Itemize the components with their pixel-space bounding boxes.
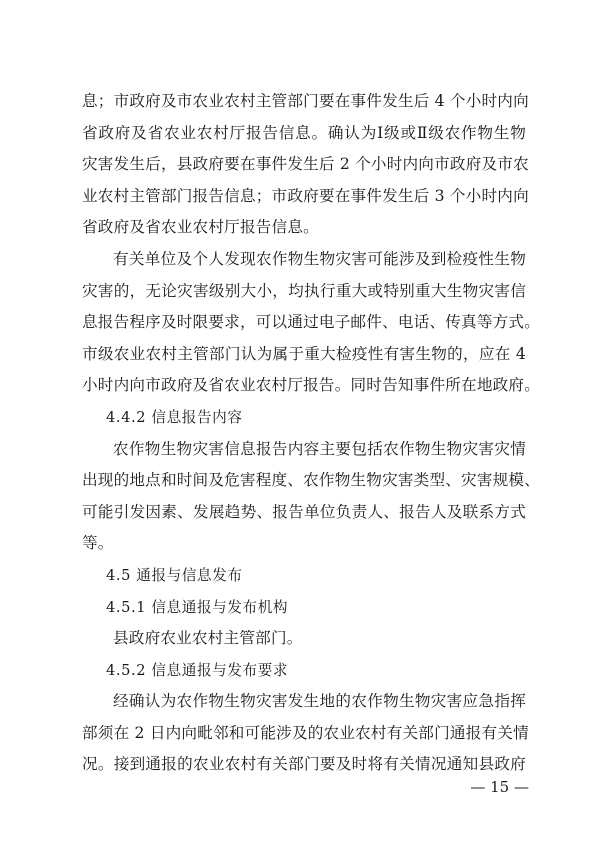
paragraph-line: 小时内向市政府及省农业农村厅报告。同时告知事件所在地政府。	[82, 376, 541, 395]
paragraph-line: 灾害发生后，县政府要在事件发生后 2 个小时内向市政府及市农	[82, 155, 529, 174]
paragraph-line: 县政府农业农村主管部门。	[113, 629, 303, 648]
paragraph-line: 业农村主管部门报告信息；市政府要在事件发生后 3 个小时内向	[82, 186, 529, 205]
section-heading: 4.4.2 信息报告内容	[106, 408, 243, 426]
paragraph-line: 部须在 2 日内向毗邻和可能涉及的农业农村有关部门通报有关情	[82, 723, 529, 742]
paragraph-line: 经确认为农作物生物灾害发生地的农作物生物灾害应急指挥	[113, 692, 526, 711]
paragraph-line: 息报告程序及时限要求，可以通过电子邮件、电话、传真等方式。	[82, 313, 541, 332]
page-number: — 15 —	[470, 778, 529, 796]
paragraph-line: 省政府及省农业农村厅报告信息。	[82, 218, 319, 237]
section-heading: 4.5 通报与信息发布	[106, 566, 243, 584]
paragraph-line: 省政府及省农业农村厅报告信息。确认为Ⅰ级或Ⅱ级农作物生物	[82, 123, 526, 142]
paragraph-line: 息；市政府及市农业农村主管部门要在事件发生后 4 个小时内向	[82, 92, 529, 110]
paragraph-line: 可能引发因素、发展趋势、报告单位负责人、报告人及联系方式	[82, 502, 526, 521]
paragraph-line: 灾害的，无论灾害级别大小，均执行重大或特别重大生物灾害信	[82, 281, 526, 300]
paragraph-line: 农作物生物灾害信息报告内容主要包括农作物生物灾害灾情	[113, 439, 526, 458]
section-heading: 4.5.2 信息通报与发布要求	[106, 661, 289, 679]
paragraph-line: 况。接到通报的农业农村有关部门要及时将有关情况通知县政府	[82, 755, 526, 774]
paragraph-line: 出现的地点和时间及危害程度、农作物生物灾害类型、灾害规模、	[82, 471, 541, 490]
paragraph-line: 有关单位及个人发现农作物生物灾害可能涉及到检疫性生物	[113, 249, 526, 268]
paragraph-line: 市级农业农村主管部门认为属于重大检疫性有害生物的，应在 4	[82, 344, 526, 363]
section-heading: 4.5.1 信息通报与发布机构	[106, 598, 289, 616]
paragraph-line: 等。	[82, 534, 114, 553]
body-text	[82, 86, 541, 781]
